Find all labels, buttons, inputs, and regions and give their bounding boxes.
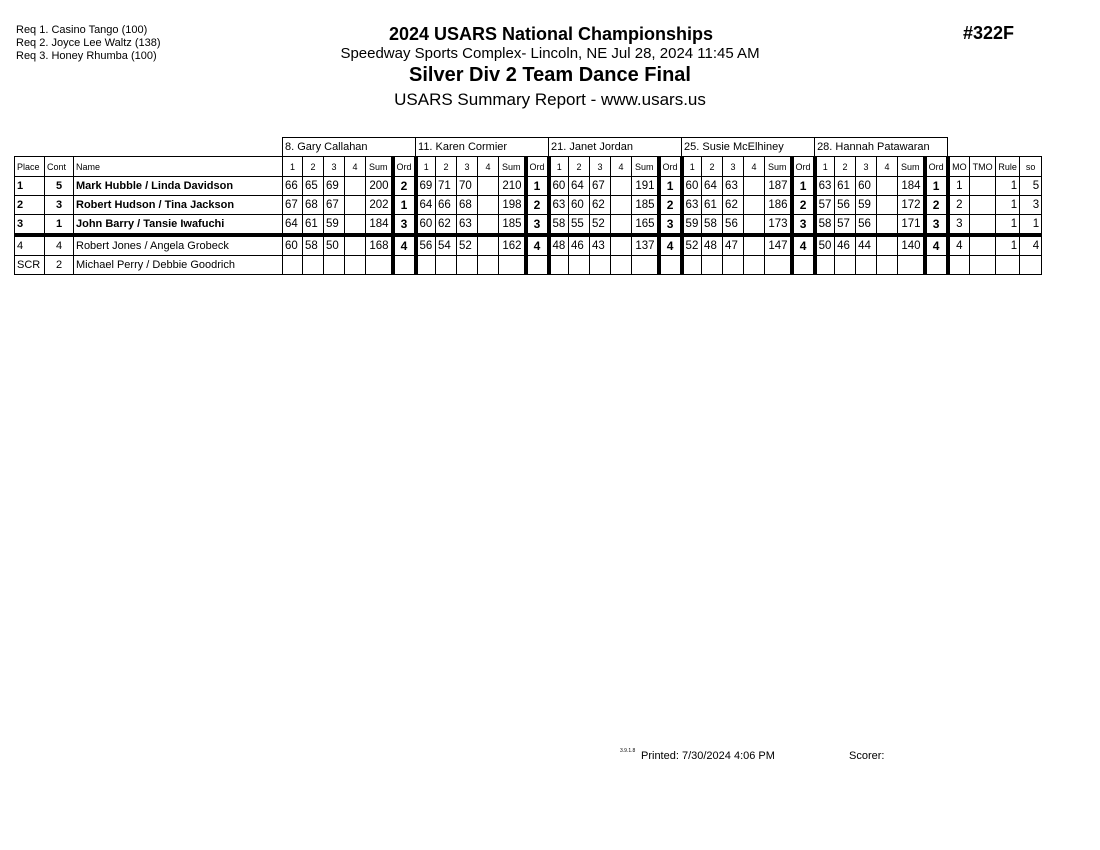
score-2: 60 xyxy=(569,196,590,215)
col-judge-2: 2 xyxy=(569,157,590,177)
score-2: 66 xyxy=(436,196,457,215)
score-sum: 187 xyxy=(765,177,792,196)
ordinal: 3 xyxy=(526,215,549,236)
score-4 xyxy=(744,235,765,256)
contestant-number: 4 xyxy=(45,235,74,256)
col-judge-1: 1 xyxy=(283,157,303,177)
judge-name: 8. Gary Callahan xyxy=(283,138,416,157)
score-1: 63 xyxy=(682,196,702,215)
ordinal: 3 xyxy=(393,215,416,236)
col-judge-sum: Sum xyxy=(366,157,393,177)
score-4 xyxy=(744,177,765,196)
score-1: 52 xyxy=(682,235,702,256)
score-1: 66 xyxy=(283,177,303,196)
skater-names: Robert Hudson / Tina Jackson xyxy=(74,196,283,215)
place: 1 xyxy=(15,177,45,196)
score-4 xyxy=(478,196,499,215)
score-2 xyxy=(569,256,590,275)
score-3: 52 xyxy=(590,215,611,236)
score-sum: 202 xyxy=(366,196,393,215)
score-2: 55 xyxy=(569,215,590,236)
sum-of-ordinals: 4 xyxy=(1020,235,1042,256)
sum-of-ordinals xyxy=(1020,256,1042,275)
score-3: 50 xyxy=(324,235,345,256)
col-judge-3: 3 xyxy=(590,157,611,177)
score-1: 59 xyxy=(682,215,702,236)
score-sum xyxy=(765,256,792,275)
score-sum: 168 xyxy=(366,235,393,256)
requirement-item: Req 3. Honey Rhumba (100) xyxy=(16,50,157,62)
tie-majority-ordinal xyxy=(970,177,996,196)
tie-majority-ordinal xyxy=(970,215,996,236)
skater-names: Michael Perry / Debbie Goodrich xyxy=(74,256,283,275)
col-judge-4: 4 xyxy=(877,157,898,177)
score-3 xyxy=(723,256,744,275)
results-table xyxy=(14,137,1042,275)
score-2: 61 xyxy=(303,215,324,236)
skater-names: Robert Jones / Angela Grobeck xyxy=(74,235,283,256)
majority-ordinal: 4 xyxy=(948,235,970,256)
col-judge-ord: Ord xyxy=(659,157,682,177)
score-1 xyxy=(283,256,303,275)
score-2: 65 xyxy=(303,177,324,196)
judge-name: 11. Karen Cormier xyxy=(416,138,549,157)
score-1: 58 xyxy=(549,215,569,236)
col-judge-4: 4 xyxy=(478,157,499,177)
col-judge-2: 2 xyxy=(702,157,723,177)
sum-of-ordinals: 3 xyxy=(1020,196,1042,215)
score-4 xyxy=(611,256,632,275)
place: 4 xyxy=(15,235,45,256)
score-3 xyxy=(457,256,478,275)
score-3: 63 xyxy=(457,215,478,236)
score-2: 68 xyxy=(303,196,324,215)
col-judge-ord: Ord xyxy=(792,157,815,177)
score-sum: 191 xyxy=(632,177,659,196)
col-judge-3: 3 xyxy=(856,157,877,177)
score-4 xyxy=(345,235,366,256)
place: 2 xyxy=(15,196,45,215)
col-so: so xyxy=(1020,157,1042,177)
score-2 xyxy=(835,256,856,275)
score-2: 46 xyxy=(569,235,590,256)
col-judge-sum: Sum xyxy=(765,157,792,177)
judge-name: 28. Hannah Patawaran xyxy=(815,138,948,157)
col-place: Place xyxy=(15,157,45,177)
sum-of-ordinals: 5 xyxy=(1020,177,1042,196)
col-judge-2: 2 xyxy=(303,157,324,177)
score-3 xyxy=(590,256,611,275)
score-sum: 172 xyxy=(898,196,925,215)
score-1: 58 xyxy=(815,215,835,236)
judge-name: 21. Janet Jordan xyxy=(549,138,682,157)
score-3: 44 xyxy=(856,235,877,256)
col-judge-4: 4 xyxy=(744,157,765,177)
score-2: 61 xyxy=(702,196,723,215)
score-4 xyxy=(345,215,366,236)
tie-majority-ordinal xyxy=(970,256,996,275)
ordinal: 3 xyxy=(659,215,682,236)
score-2 xyxy=(436,256,457,275)
table-row xyxy=(15,235,1042,256)
col-judge-1: 1 xyxy=(416,157,436,177)
table-row xyxy=(15,196,1042,215)
tie-majority-ordinal xyxy=(970,196,996,215)
place: 3 xyxy=(15,215,45,236)
score-1: 60 xyxy=(682,177,702,196)
table-row xyxy=(15,256,1042,275)
col-judge-1: 1 xyxy=(682,157,702,177)
score-sum: 165 xyxy=(632,215,659,236)
ordinal xyxy=(925,256,948,275)
score-sum xyxy=(366,256,393,275)
majority-ordinal: 3 xyxy=(948,215,970,236)
contestant-number: 3 xyxy=(45,196,74,215)
score-4 xyxy=(478,177,499,196)
score-1: 60 xyxy=(416,215,436,236)
sum-of-ordinals: 1 xyxy=(1020,215,1042,236)
score-2 xyxy=(303,256,324,275)
score-1: 57 xyxy=(815,196,835,215)
score-4 xyxy=(478,256,499,275)
score-1: 63 xyxy=(815,177,835,196)
score-3: 52 xyxy=(457,235,478,256)
score-1: 56 xyxy=(416,235,436,256)
report-title: USARS Summary Report - www.usars.us xyxy=(394,90,706,109)
requirement-item: Req 1. Casino Tango (100) xyxy=(16,24,148,36)
score-1 xyxy=(815,256,835,275)
score-1: 69 xyxy=(416,177,436,196)
place: SCR xyxy=(15,256,45,275)
ordinal: 1 xyxy=(792,177,815,196)
col-judge-sum: Sum xyxy=(898,157,925,177)
score-4 xyxy=(877,196,898,215)
score-3: 56 xyxy=(723,215,744,236)
score-2: 58 xyxy=(303,235,324,256)
score-3: 47 xyxy=(723,235,744,256)
ordinal: 4 xyxy=(925,235,948,256)
ordinal xyxy=(659,256,682,275)
score-2: 57 xyxy=(835,215,856,236)
score-4 xyxy=(877,235,898,256)
competition-title: 2024 USARS National Championships xyxy=(388,24,714,44)
score-1 xyxy=(682,256,702,275)
col-judge-3: 3 xyxy=(723,157,744,177)
score-1: 60 xyxy=(549,177,569,196)
ordinal: 3 xyxy=(925,215,948,236)
col-judge-sum: Sum xyxy=(632,157,659,177)
score-4 xyxy=(877,256,898,275)
score-4 xyxy=(877,177,898,196)
score-sum: 200 xyxy=(366,177,393,196)
contestant-number: 5 xyxy=(45,177,74,196)
rule: 1 xyxy=(996,215,1020,236)
rule: 1 xyxy=(996,177,1020,196)
judge-header-row xyxy=(15,138,1042,157)
score-2: 64 xyxy=(702,177,723,196)
score-4 xyxy=(345,256,366,275)
score-sum: 147 xyxy=(765,235,792,256)
score-4 xyxy=(345,177,366,196)
majority-ordinal xyxy=(948,256,970,275)
score-3: 63 xyxy=(723,177,744,196)
ordinal: 1 xyxy=(925,177,948,196)
score-1: 60 xyxy=(283,235,303,256)
printed-timestamp: Printed: 7/30/2024 4:06 PM xyxy=(641,750,775,762)
score-1 xyxy=(549,256,569,275)
ordinal: 3 xyxy=(792,215,815,236)
ordinal: 4 xyxy=(792,235,815,256)
score-3 xyxy=(324,256,345,275)
score-2: 56 xyxy=(835,196,856,215)
score-2: 48 xyxy=(702,235,723,256)
score-3: 67 xyxy=(590,177,611,196)
ordinal: 2 xyxy=(792,196,815,215)
blank-cell xyxy=(15,138,283,157)
ordinal: 1 xyxy=(393,196,416,215)
score-4 xyxy=(611,177,632,196)
col-judge-3: 3 xyxy=(457,157,478,177)
col-judge-2: 2 xyxy=(436,157,457,177)
col-judge-sum: Sum xyxy=(499,157,526,177)
score-2: 61 xyxy=(835,177,856,196)
col-cont: Cont xyxy=(45,157,74,177)
ordinal xyxy=(792,256,815,275)
col-judge-4: 4 xyxy=(611,157,632,177)
ordinal: 4 xyxy=(393,235,416,256)
score-sum: 184 xyxy=(366,215,393,236)
score-4 xyxy=(877,215,898,236)
score-4 xyxy=(611,196,632,215)
score-3: 68 xyxy=(457,196,478,215)
score-3 xyxy=(856,256,877,275)
score-1: 64 xyxy=(283,215,303,236)
software-version: 3.9.1.8 xyxy=(620,748,636,754)
rule xyxy=(996,256,1020,275)
score-3: 60 xyxy=(856,177,877,196)
contestant-number: 2 xyxy=(45,256,74,275)
col-judge-ord: Ord xyxy=(526,157,549,177)
ordinal: 4 xyxy=(526,235,549,256)
ordinal xyxy=(393,256,416,275)
score-sum: 186 xyxy=(765,196,792,215)
col-judge-3: 3 xyxy=(324,157,345,177)
score-2: 71 xyxy=(436,177,457,196)
score-4 xyxy=(345,196,366,215)
score-2: 62 xyxy=(436,215,457,236)
ordinal: 4 xyxy=(659,235,682,256)
blank-cell xyxy=(948,138,1042,157)
score-1 xyxy=(416,256,436,275)
score-sum xyxy=(632,256,659,275)
score-3: 62 xyxy=(590,196,611,215)
score-3: 70 xyxy=(457,177,478,196)
event-number: #322F xyxy=(963,23,1015,43)
skater-names: John Barry / Tansie Iwafuchi xyxy=(74,215,283,236)
score-3: 62 xyxy=(723,196,744,215)
score-sum: 173 xyxy=(765,215,792,236)
table-row xyxy=(15,215,1042,236)
score-1: 50 xyxy=(815,235,835,256)
score-4 xyxy=(611,215,632,236)
column-header-row xyxy=(15,157,1042,177)
col-judge-1: 1 xyxy=(549,157,569,177)
tie-majority-ordinal xyxy=(970,235,996,256)
col-judge-4: 4 xyxy=(345,157,366,177)
score-sum: 171 xyxy=(898,215,925,236)
col-rule: Rule xyxy=(996,157,1020,177)
rule: 1 xyxy=(996,196,1020,215)
score-sum: 185 xyxy=(499,215,526,236)
score-2 xyxy=(702,256,723,275)
col-mo: MO xyxy=(948,157,970,177)
score-4 xyxy=(478,215,499,236)
score-sum: 137 xyxy=(632,235,659,256)
rule: 1 xyxy=(996,235,1020,256)
majority-ordinal: 2 xyxy=(948,196,970,215)
ordinal: 2 xyxy=(526,196,549,215)
col-judge-2: 2 xyxy=(835,157,856,177)
col-judge-1: 1 xyxy=(815,157,835,177)
col-name: Name xyxy=(74,157,283,177)
score-3: 59 xyxy=(324,215,345,236)
score-1: 67 xyxy=(283,196,303,215)
score-2: 58 xyxy=(702,215,723,236)
ordinal: 2 xyxy=(659,196,682,215)
score-4 xyxy=(478,235,499,256)
score-2: 54 xyxy=(436,235,457,256)
requirement-item: Req 2. Joyce Lee Waltz (138) xyxy=(16,37,161,49)
score-sum: 210 xyxy=(499,177,526,196)
score-sum: 184 xyxy=(898,177,925,196)
venue-date: Speedway Sports Complex- Lincoln, NE Jul 28, 2024 11:45 AM xyxy=(340,45,760,62)
score-4 xyxy=(744,256,765,275)
score-sum: 198 xyxy=(499,196,526,215)
event-name: Silver Div 2 Team Dance Final xyxy=(409,64,691,86)
ordinal: 2 xyxy=(393,177,416,196)
score-3: 69 xyxy=(324,177,345,196)
score-4 xyxy=(744,196,765,215)
score-sum: 162 xyxy=(499,235,526,256)
score-4 xyxy=(611,235,632,256)
ordinal: 1 xyxy=(526,177,549,196)
table-row xyxy=(15,177,1042,196)
score-sum xyxy=(898,256,925,275)
ordinal xyxy=(526,256,549,275)
col-judge-ord: Ord xyxy=(925,157,948,177)
skater-names: Mark Hubble / Linda Davidson xyxy=(74,177,283,196)
score-sum xyxy=(499,256,526,275)
score-1: 48 xyxy=(549,235,569,256)
ordinal: 2 xyxy=(925,196,948,215)
score-3: 67 xyxy=(324,196,345,215)
contestant-number: 1 xyxy=(45,215,74,236)
score-sum: 185 xyxy=(632,196,659,215)
score-4 xyxy=(744,215,765,236)
score-3: 56 xyxy=(856,215,877,236)
score-sum: 140 xyxy=(898,235,925,256)
score-2: 64 xyxy=(569,177,590,196)
score-3: 43 xyxy=(590,235,611,256)
ordinal: 1 xyxy=(659,177,682,196)
col-tmo: TMO xyxy=(970,157,996,177)
score-3: 59 xyxy=(856,196,877,215)
score-2: 46 xyxy=(835,235,856,256)
scorer-label: Scorer: xyxy=(849,750,885,762)
score-1: 63 xyxy=(549,196,569,215)
col-judge-ord: Ord xyxy=(393,157,416,177)
score-1: 64 xyxy=(416,196,436,215)
judge-name: 25. Susie McElhiney xyxy=(682,138,815,157)
majority-ordinal: 1 xyxy=(948,177,970,196)
